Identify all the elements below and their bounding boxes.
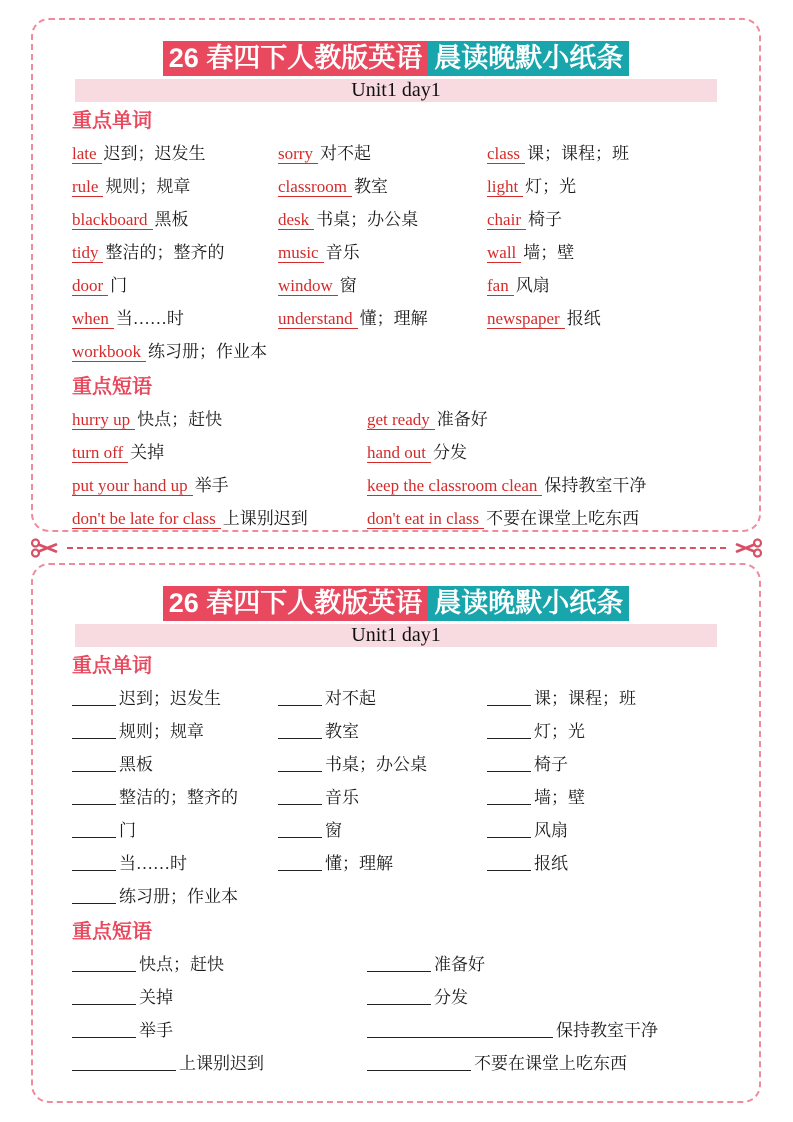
- unit-day-subtitle: Unit1 day1: [75, 624, 717, 647]
- word-chinese: 窗: [325, 821, 342, 840]
- word-item: [278, 236, 487, 269]
- phrase-fill-item: [72, 981, 367, 1014]
- word-english: window: [278, 276, 338, 296]
- word-fill-blank: [278, 858, 322, 871]
- word-fill-blank: [487, 792, 531, 805]
- word-item: [278, 302, 487, 335]
- word-chinese: 对不起: [319, 144, 371, 163]
- phrase-fill-blank: [72, 1025, 136, 1038]
- word-chinese: 练习册；作业本: [147, 342, 267, 361]
- word-fill-item: [278, 682, 487, 715]
- word-item: [72, 335, 278, 368]
- key-words-heading: 重点单词: [72, 655, 152, 677]
- word-fill-item: [487, 781, 747, 814]
- word-item: [487, 203, 747, 236]
- phrase-fill-blank: [72, 959, 136, 972]
- word-chinese: 当……时: [119, 854, 187, 873]
- phrase-english: don't be late for class: [72, 509, 221, 529]
- scissors-icon-left: [30, 537, 62, 559]
- phrase-chinese: 举手: [194, 476, 229, 495]
- phrase-fill-blank: [367, 992, 431, 1005]
- word-item: [278, 170, 487, 203]
- word-item: [278, 269, 487, 302]
- word-fill-blank: [487, 693, 531, 706]
- word-fill-blank: [487, 858, 531, 871]
- word-chinese: 练习册；作业本: [119, 887, 238, 906]
- word-item: [487, 170, 747, 203]
- phrase-fill-item: [367, 981, 747, 1014]
- phrase-chinese: 举手: [139, 1021, 173, 1040]
- word-item: [72, 137, 278, 170]
- word-chinese: 窗: [339, 276, 357, 295]
- word-english: understand: [278, 309, 358, 329]
- word-chinese: 书桌；办公桌: [325, 755, 427, 774]
- word-chinese: 门: [119, 821, 136, 840]
- phrase-fill-item: [367, 1047, 747, 1080]
- word-fill-item: [278, 781, 487, 814]
- word-chinese: 报纸: [566, 309, 601, 328]
- word-fill-item: [487, 748, 747, 781]
- practice-card: [31, 563, 761, 1103]
- word-fill-item: [278, 814, 487, 847]
- word-fill-item: [278, 715, 487, 748]
- cut-dash-line: [67, 547, 726, 549]
- word-item: [487, 137, 747, 170]
- word-english: when: [72, 309, 114, 329]
- title-left-segment: 26 春四下人教版英语: [163, 586, 429, 621]
- word-fill-blank: [72, 891, 116, 904]
- word-chinese: 懂；理解: [325, 854, 393, 873]
- phrase-item: [367, 469, 747, 502]
- word-english: classroom: [278, 177, 352, 197]
- word-fill-blank: [278, 759, 322, 772]
- unit-day-subtitle: Unit1 day1: [75, 79, 717, 102]
- phrase-chinese: 保持教室干净: [544, 476, 647, 495]
- phrase-fill-blank: [367, 1025, 553, 1038]
- word-item: [72, 203, 278, 236]
- phrase-chinese: 保持教室干净: [556, 1021, 658, 1040]
- phrase-chinese: 准备好: [434, 955, 485, 974]
- phrase-chinese: 关掉: [130, 443, 165, 462]
- word-chinese: 整洁的；整齐的: [105, 243, 225, 262]
- word-item: [487, 236, 747, 269]
- word-chinese: 椅子: [527, 210, 562, 229]
- phrase-item: [72, 436, 367, 469]
- word-item: [487, 302, 747, 335]
- word-chinese: 课；课程；班: [534, 689, 636, 708]
- word-english: blackboard: [72, 210, 153, 230]
- word-chinese: 当……时: [115, 309, 184, 328]
- word-item: [278, 203, 487, 236]
- title-right-segment: 晨读晚默小纸条: [428, 41, 629, 76]
- word-fill-item: [72, 847, 278, 880]
- word-chinese: 椅子: [534, 755, 568, 774]
- word-chinese: 迟到；迟发生: [103, 144, 206, 163]
- word-fill-blank: [487, 825, 531, 838]
- word-fill-item: [487, 715, 747, 748]
- word-english: late: [72, 144, 102, 164]
- word-fill-item: [72, 880, 278, 913]
- word-chinese: 报纸: [534, 854, 568, 873]
- word-fill-blank: [72, 759, 116, 772]
- phrase-item: [367, 436, 747, 469]
- phrase-chinese: 不要在课堂上吃东西: [486, 509, 640, 528]
- word-fill-item: [487, 814, 747, 847]
- phrase-english: put your hand up: [72, 476, 193, 496]
- card-title: [33, 40, 759, 77]
- word-chinese: 灯；光: [534, 722, 585, 741]
- title-left-segment: 26 春四下人教版英语: [163, 41, 429, 76]
- phrase-english: hurry up: [72, 410, 135, 430]
- answer-card: [31, 18, 761, 532]
- key-phrases-list: [72, 403, 747, 532]
- word-fill-blank: [72, 792, 116, 805]
- phrase-fill-item: [367, 948, 747, 981]
- word-chinese: 灯；光: [525, 177, 577, 196]
- phrase-english: get ready: [367, 410, 435, 430]
- word-item: [72, 302, 278, 335]
- word-chinese: 书桌；办公桌: [316, 210, 419, 229]
- phrase-english: keep the classroom clean: [367, 476, 542, 496]
- title-right-segment: 晨读晚默小纸条: [428, 586, 629, 621]
- word-fill-item: [278, 847, 487, 880]
- word-item: [72, 236, 278, 269]
- key-phrases-heading: 重点短语: [72, 376, 152, 398]
- word-chinese: 教室: [353, 177, 388, 196]
- phrase-chinese: 上课别迟到: [222, 509, 308, 528]
- phrase-item: [367, 403, 747, 436]
- key-words-list: [72, 137, 747, 368]
- word-chinese: 迟到；迟发生: [119, 689, 221, 708]
- key-words-fill-list: [72, 682, 747, 913]
- word-fill-item: [72, 682, 278, 715]
- phrase-item: [72, 403, 367, 436]
- word-fill-item: [487, 847, 747, 880]
- word-item: [278, 137, 487, 170]
- word-chinese: 对不起: [325, 689, 376, 708]
- word-fill-item: [72, 814, 278, 847]
- card-title: [33, 585, 759, 622]
- phrase-chinese: 不要在课堂上吃东西: [474, 1054, 627, 1073]
- phrase-fill-item: [72, 1047, 367, 1080]
- phrase-fill-item: [367, 1014, 747, 1047]
- phrase-fill-blank: [367, 959, 431, 972]
- word-english: music: [278, 243, 324, 263]
- word-fill-blank: [278, 693, 322, 706]
- word-chinese: 音乐: [325, 788, 359, 807]
- key-phrases-heading: 重点短语: [72, 921, 152, 943]
- word-item: [72, 170, 278, 203]
- word-english: workbook: [72, 342, 146, 362]
- word-english: newspaper: [487, 309, 565, 329]
- word-fill-item: [72, 781, 278, 814]
- word-english: desk: [278, 210, 314, 230]
- word-item: [487, 269, 747, 302]
- key-words-heading: 重点单词: [72, 110, 152, 132]
- word-fill-blank: [487, 759, 531, 772]
- word-fill-item: [487, 682, 747, 715]
- phrase-item: [367, 502, 747, 532]
- word-chinese: 整洁的；整齐的: [119, 788, 238, 807]
- word-chinese: 墙；壁: [523, 243, 575, 262]
- phrase-item: [72, 502, 367, 532]
- phrase-english: turn off: [72, 443, 128, 463]
- word-fill-blank: [72, 693, 116, 706]
- word-chinese: 风扇: [534, 821, 568, 840]
- phrase-english: hand out: [367, 443, 431, 463]
- scissors-icon-right: [731, 537, 763, 559]
- phrase-fill-blank: [72, 992, 136, 1005]
- word-item: [72, 269, 278, 302]
- word-chinese: 门: [110, 276, 128, 295]
- word-chinese: 懂；理解: [359, 309, 428, 328]
- word-fill-item: [72, 748, 278, 781]
- phrase-chinese: 分发: [434, 988, 468, 1007]
- phrase-chinese: 关掉: [139, 988, 173, 1007]
- key-phrases-fill-list: [72, 948, 747, 1080]
- word-chinese: 黑板: [119, 755, 153, 774]
- word-chinese: 黑板: [154, 210, 189, 229]
- phrase-chinese: 快点；赶快: [137, 410, 223, 429]
- word-english: class: [487, 144, 525, 164]
- phrase-chinese: 上课别迟到: [179, 1054, 264, 1073]
- word-english: light: [487, 177, 523, 197]
- phrase-item: [72, 469, 367, 502]
- word-english: door: [72, 276, 108, 296]
- phrase-fill-item: [72, 948, 367, 981]
- word-english: sorry: [278, 144, 318, 164]
- word-fill-blank: [278, 792, 322, 805]
- word-fill-blank: [72, 726, 116, 739]
- word-chinese: 教室: [325, 722, 359, 741]
- word-fill-item: [278, 748, 487, 781]
- phrase-english: don't eat in class: [367, 509, 484, 529]
- word-chinese: 风扇: [515, 276, 550, 295]
- word-english: fan: [487, 276, 514, 296]
- word-chinese: 课；课程；班: [527, 144, 630, 163]
- word-fill-blank: [72, 825, 116, 838]
- word-fill-blank: [278, 726, 322, 739]
- word-english: tidy: [72, 243, 103, 263]
- word-english: rule: [72, 177, 103, 197]
- word-fill-blank: [72, 858, 116, 871]
- word-chinese: 墙；壁: [534, 788, 585, 807]
- word-fill-blank: [278, 825, 322, 838]
- phrase-fill-blank: [367, 1058, 471, 1071]
- phrase-chinese: 分发: [433, 443, 468, 462]
- cut-line: [30, 533, 763, 563]
- phrase-chinese: 准备好: [436, 410, 488, 429]
- word-chinese: 音乐: [325, 243, 360, 262]
- word-fill-item: [72, 715, 278, 748]
- phrase-fill-blank: [72, 1058, 176, 1071]
- word-english: chair: [487, 210, 526, 230]
- word-chinese: 规则；规章: [119, 722, 204, 741]
- word-chinese: 规则；规章: [105, 177, 191, 196]
- phrase-fill-item: [72, 1014, 367, 1047]
- word-english: wall: [487, 243, 521, 263]
- word-fill-blank: [487, 726, 531, 739]
- phrase-chinese: 快点；赶快: [139, 955, 224, 974]
